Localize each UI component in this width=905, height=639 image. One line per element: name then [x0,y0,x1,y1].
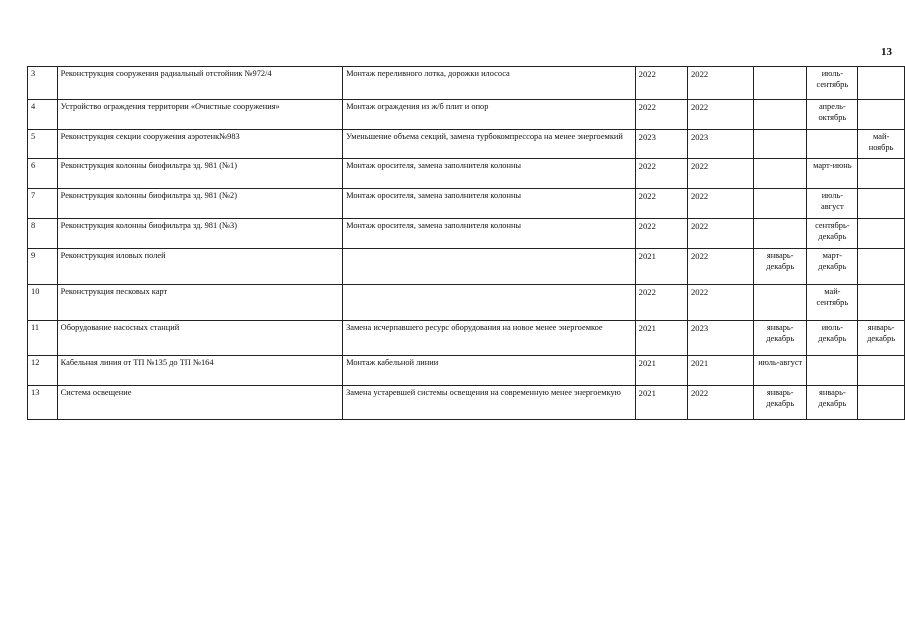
period-2021-cell [753,219,807,249]
period-2023-cell [858,321,905,356]
row-number-cell [28,100,58,130]
work-description: Монтаж оросителя, замена заполнителя колонны [346,221,522,230]
end-year-cell [687,285,753,321]
period-2022-cell [807,321,858,356]
object-name-cell [57,130,342,159]
period-2023-cell [858,67,905,100]
start-year-cell [635,67,687,100]
period-2021-cell [753,189,807,219]
period-2022-cell [807,219,858,249]
start-year: 2021 [638,358,656,368]
row-number: 11 [31,323,40,332]
start-year: 2021 [638,251,656,261]
end-year-cell [687,386,753,420]
period-2022-cell [807,130,858,159]
period-2021-cell [753,356,807,386]
object-name: Система освещение [60,388,132,397]
work-description-cell [343,67,636,100]
row-number-cell [28,159,58,189]
table-body [28,67,905,420]
period-2023-cell [858,130,905,159]
table-row [28,285,905,321]
period-2023-cell [858,386,905,420]
end-year: 2023 [690,323,709,333]
end-year-cell [687,321,753,356]
start-year-cell [635,100,687,130]
work-description-cell [343,249,636,285]
period-2022-cell [807,356,858,386]
row-number-cell [28,321,58,356]
end-year-cell [687,249,753,285]
period-2023: январь-декабрь [867,323,896,343]
period-2022-cell [807,285,858,321]
period-2022: июль-август [821,191,844,211]
period-2022-cell [807,159,858,189]
table-row [28,321,905,356]
object-name-cell [57,159,342,189]
start-year: 2022 [638,191,656,201]
end-year: 2022 [690,69,709,79]
row-number: 12 [31,358,40,367]
period-2021: январь-декабрь [766,323,795,343]
end-year: 2022 [690,251,709,261]
row-number: 5 [31,132,36,141]
row-number: 8 [31,221,36,230]
end-year: 2022 [690,102,709,112]
object-name-cell [57,285,342,321]
row-number-cell [28,356,58,386]
period-2023-cell [858,159,905,189]
row-number: 3 [31,69,36,78]
object-name-cell [57,219,342,249]
period-2021: январь-декабрь [766,251,795,271]
table-row [28,356,905,386]
period-2021-cell [753,100,807,130]
period-2021-cell [753,130,807,159]
work-description: Замена устаревшей системы освещения на современную менее энергоемкую [346,388,621,397]
start-year: 2022 [638,161,656,171]
end-year-cell [687,356,753,386]
period-2022: май-сентябрь [816,287,849,307]
period-2023-cell [858,189,905,219]
object-name: Реконструкция колонны биофильтра зд. 981 (№1) [60,161,238,170]
end-year: 2022 [690,221,709,231]
object-name: Оборудование насосных станций [60,323,180,332]
object-name-cell [57,386,342,420]
table-row [28,249,905,285]
object-name-cell [57,67,342,100]
row-number-cell [28,386,58,420]
row-number: 9 [31,251,36,260]
period-2021: январь-декабрь [766,388,795,408]
start-year-cell [635,130,687,159]
period-2023-cell [858,100,905,130]
start-year: 2022 [638,102,656,112]
start-year-cell [635,386,687,420]
work-description-cell [343,100,636,130]
start-year-cell [635,189,687,219]
period-2021-cell [753,249,807,285]
work-description: Уменьшение объема секций, замена турбокомпрессора на менее энергоемкий [346,132,623,141]
period-2022-cell [807,249,858,285]
end-year: 2021 [690,358,709,368]
work-description-cell [343,189,636,219]
table-row [28,189,905,219]
period-2023-cell [858,356,905,386]
end-year: 2022 [690,287,709,297]
works-table [27,66,905,420]
row-number-cell [28,189,58,219]
work-description: Монтаж оросителя, замена заполнителя колонны [346,161,522,170]
start-year: 2021 [638,388,656,398]
work-description-cell [343,356,636,386]
object-name: Кабельная линия от ТП №135 до ТП №164 [60,358,214,367]
period-2023-cell [858,219,905,249]
start-year-cell [635,219,687,249]
period-2023-cell [858,285,905,321]
object-name: Устройство ограждения территории «Очистные сооружения» [60,102,280,111]
period-2022-cell [807,67,858,100]
end-year: 2022 [690,161,709,171]
object-name-cell [57,249,342,285]
period-2022: апрель-октябрь [818,102,847,122]
period-2021-cell [753,67,807,100]
table-row [28,386,905,420]
start-year: 2022 [638,69,656,79]
row-number-cell [28,219,58,249]
period-2023-cell [858,249,905,285]
row-number-cell [28,130,58,159]
start-year: 2023 [638,132,656,142]
table-row [28,130,905,159]
period-2022: март-июнь [813,161,852,170]
period-2022: июль-сентябрь [816,69,849,89]
work-description-cell [343,219,636,249]
row-number: 13 [31,388,40,397]
work-description-cell [343,321,636,356]
object-name-cell [57,321,342,356]
period-2022: июль-декабрь [818,323,847,343]
work-description: Монтаж кабельной линии [346,358,439,367]
period-2021: июль-август [758,358,803,367]
period-2022: январь-декабрь [818,388,847,408]
end-year: 2023 [690,132,709,142]
work-description-cell [343,159,636,189]
work-description-cell [343,386,636,420]
end-year-cell [687,219,753,249]
period-2021-cell [753,321,807,356]
object-name: Реконструкция колонны биофильтра зд. 981 (№3) [60,221,238,230]
row-number: 7 [31,191,36,200]
object-name-cell [57,189,342,219]
end-year-cell [687,130,753,159]
end-year-cell [687,100,753,130]
period-2021-cell [753,159,807,189]
table-row [28,159,905,189]
end-year-cell [687,67,753,100]
start-year: 2022 [638,221,656,231]
end-year-cell [687,189,753,219]
period-2022-cell [807,189,858,219]
object-name: Реконструкция колонны биофильтра зд. 981 (№2) [60,191,238,200]
work-description-cell [343,130,636,159]
object-name-cell [57,100,342,130]
work-description: Монтаж оросителя, замена заполнителя колонны [346,191,522,200]
table-row [28,219,905,249]
row-number-cell [28,67,58,100]
row-number-cell [28,285,58,321]
period-2021-cell [753,285,807,321]
row-number-cell [28,249,58,285]
start-year-cell [635,249,687,285]
work-description: Монтаж переливного лотка, дорожки илососа [346,69,510,78]
work-description: Замена исчерпавшего ресурс оборудования на новое менее энергоемкое [346,323,603,332]
object-name: Реконструкция секции сооружения аэротенк№983 [60,132,240,141]
table-row [28,100,905,130]
period-2022: сентябрь-декабрь [815,221,850,241]
end-year-cell [687,159,753,189]
period-2022-cell [807,100,858,130]
row-number: 6 [31,161,36,170]
object-name: Реконструкция сооружения радиальный отстойник №972/4 [60,69,272,78]
start-year-cell [635,159,687,189]
work-description: Монтаж ограждения из ж/б плит и опор [346,102,489,111]
start-year-cell [635,356,687,386]
object-name-cell [57,356,342,386]
row-number: 4 [31,102,36,111]
start-year: 2022 [638,287,656,297]
start-year-cell [635,285,687,321]
object-name: Реконструкция песковых карт [60,287,168,296]
period-2021-cell [753,386,807,420]
end-year: 2022 [690,388,709,398]
start-year-cell [635,321,687,356]
start-year: 2021 [638,323,656,333]
period-2022: март-декабрь [818,251,847,271]
period-2022-cell [807,386,858,420]
object-name: Реконструкция иловых полей [60,251,166,260]
row-number: 10 [31,287,40,296]
page-number: 13 [881,46,892,58]
table-row [28,67,905,100]
period-2023: май-ноябрь [868,132,894,152]
end-year: 2022 [690,191,709,201]
work-description-cell [343,285,636,321]
